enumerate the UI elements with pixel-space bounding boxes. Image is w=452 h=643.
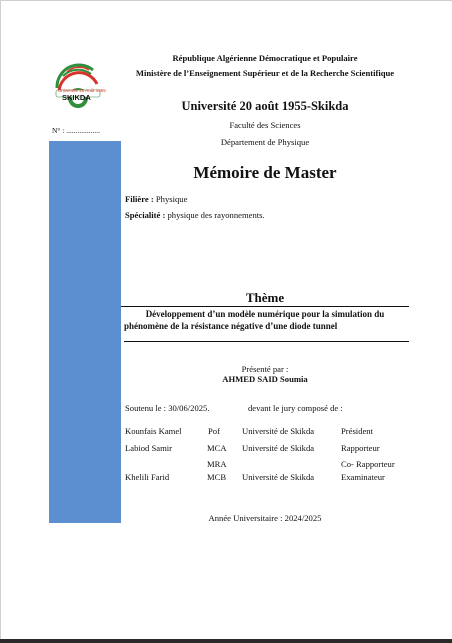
faculty-name: Faculté des Sciences xyxy=(229,120,301,130)
jury-grade: MRA xyxy=(207,459,227,469)
ministry-line: Ministère de l’Enseignement Supérieur et de la Recherche Scientifique xyxy=(135,68,395,78)
jury-grade: MCA xyxy=(207,443,227,453)
jury-role: Président xyxy=(341,426,373,436)
jury-role: Co- Rapporteur xyxy=(341,459,395,469)
defense-date: Soutenu le : 30/06/2025. xyxy=(125,403,210,413)
bottom-bar xyxy=(0,639,452,643)
specialite-label: Spécialité : xyxy=(125,210,166,220)
theme-line-2: phénomène de la résistance négative d’une diode tunnel xyxy=(124,321,338,331)
jury-grade: Pof xyxy=(208,426,220,436)
jury-institution: Université de Skikda xyxy=(242,472,315,482)
presented-by-label: Présenté par : xyxy=(241,364,289,374)
jury-name: Kounfais Kamel xyxy=(125,426,182,436)
filiere-line xyxy=(125,194,187,204)
specialite-value: physique des rayonnements. xyxy=(165,210,265,220)
theme-heading: Thème xyxy=(245,290,285,305)
jury-grade: MCB xyxy=(207,472,227,482)
filiere-value: Physique xyxy=(153,194,188,204)
jury-intro: devant le jury composé de : xyxy=(248,403,343,413)
side-color-band xyxy=(49,141,121,523)
logo-arc-text: Université 20 Août 1955 xyxy=(58,88,106,93)
jury-name: Labiod Samir xyxy=(125,443,173,453)
jury-name: Khelili Farid xyxy=(125,472,170,482)
jury-institution: Université de Skikda xyxy=(242,443,315,453)
author-name: AHMED SAID Soumia xyxy=(222,374,308,384)
logo-city-text: SKIKDA xyxy=(62,93,91,102)
theme-top-rule xyxy=(121,306,409,307)
specialite-line xyxy=(125,210,265,220)
republic-line: République Algérienne Démocratique et Populaire xyxy=(172,53,358,63)
university-name: Université 20 août 1955-Skikda xyxy=(181,99,349,113)
jury-institution: Université de Skikda xyxy=(242,426,315,436)
department-name: Département de Physique xyxy=(220,137,310,147)
filiere-label: Filière : xyxy=(125,194,154,204)
academic-year: Année Universitaire : 2024/2025 xyxy=(208,513,322,523)
university-logo xyxy=(53,62,103,112)
document-number: N° : .................. xyxy=(52,126,100,135)
jury-role: Rapporteur xyxy=(341,443,380,453)
theme-bottom-rule xyxy=(124,341,409,342)
theme-line-1: Développement d’un modèle numérique pour la simulation du xyxy=(145,309,385,319)
jury-role: Examinateur xyxy=(341,472,385,482)
document-type-title: Mémoire de Master xyxy=(193,163,337,182)
